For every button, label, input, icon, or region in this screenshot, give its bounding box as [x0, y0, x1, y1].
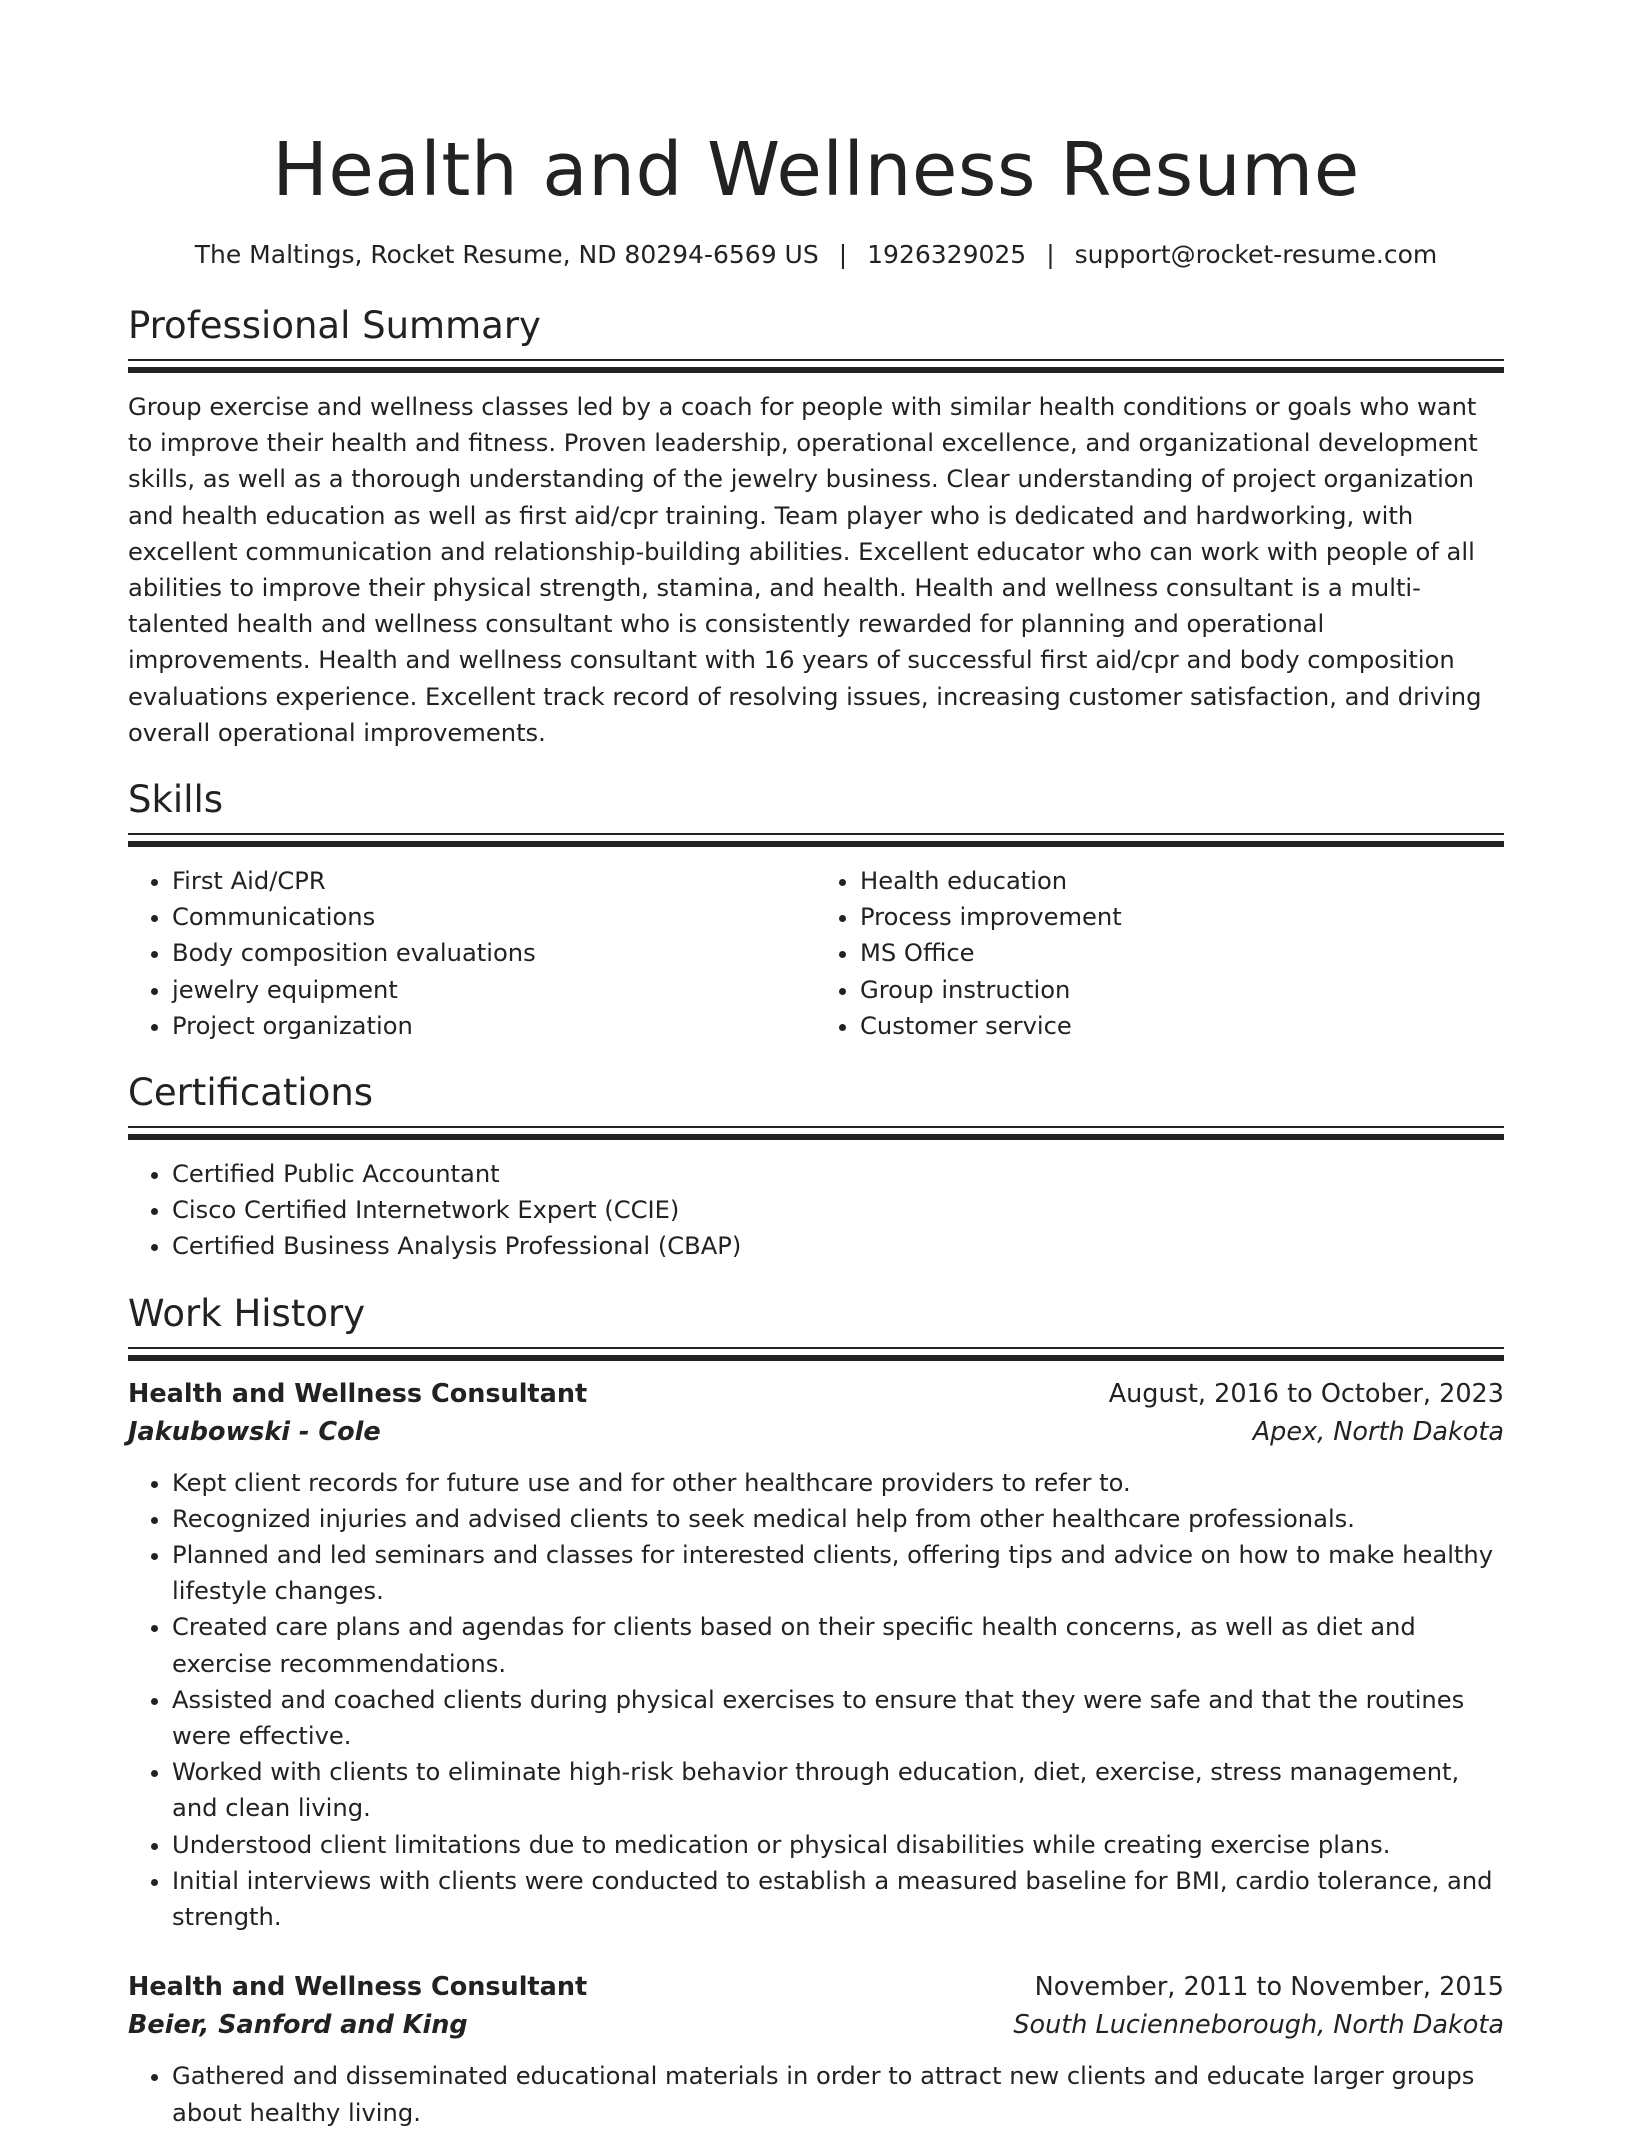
certifications-heading: Certifications [128, 1071, 374, 1115]
duty-item: • Initial interviews with clients were conducted to establish a measured baseline for BMI, cardio tolerance, and strength. [172, 1863, 1504, 1935]
skills-columns [128, 863, 1504, 1044]
resume-title: Health and Wellness Resume [272, 127, 1360, 213]
duty-item: • Recognized injuries and advised clients to seek medical help from other healthcare professionals. [172, 1501, 1504, 1537]
skill-item: • Group instruction [860, 972, 1504, 1008]
duty-item: • Planned and led seminars and classes for interested clients, offering tips and advice on how to make healthy lifestyle changes. [172, 1537, 1504, 1609]
skill-item: • jewelry equipment [172, 972, 816, 1008]
job-dates: November, 2011 to November, 2015 [1034, 1972, 1504, 2003]
job-dates: August, 2016 to October, 2023 [1108, 1378, 1504, 1409]
section-divider [128, 833, 1504, 847]
contact-separator: | [838, 240, 848, 269]
skill-item: • Communications [172, 899, 816, 935]
certifications-section [128, 1070, 1504, 1265]
section-divider [128, 1126, 1504, 1140]
address-text: The Maltings, Rocket Resume, ND 80294-6569 US [194, 240, 819, 269]
skill-item: • Body composition evaluations [172, 935, 816, 971]
certification-item: • Certified Public Accountant [172, 1156, 1504, 1192]
certifications-list [128, 1156, 1504, 1265]
job-location: South Lucienneborough, North Dakota [1013, 2010, 1504, 2041]
job-header-row [128, 1968, 1504, 2006]
email-link[interactable]: support@rocket-resume.com [1074, 240, 1438, 269]
work-history-section [128, 1291, 1504, 2131]
contact-line [128, 238, 1504, 272]
job-company: Jakubowski - Cole [128, 1416, 381, 1447]
resume-page [128, 0, 1504, 2131]
duty-item: • Gathered and disseminated educational materials in order to attract new clients and educate larger groups about healthy living. [172, 2058, 1504, 2130]
job-duties-list [128, 2058, 1504, 2130]
job-title: Health and Wellness Consultant [128, 1972, 588, 2003]
job-header-row [128, 1375, 1504, 1413]
phone-text: 1926329025 [867, 240, 1027, 269]
skill-item: • Process improvement [860, 899, 1504, 935]
section-divider [128, 1347, 1504, 1361]
duty-item: • Kept client records for future use and for other healthcare providers to refer to. [172, 1465, 1504, 1501]
job-entry [128, 1375, 1504, 1936]
work-history-heading: Work History [128, 1291, 366, 1335]
summary-heading: Professional Summary [128, 304, 541, 347]
skill-item: • Health education [860, 863, 1504, 899]
skill-item: • Project organization [172, 1008, 816, 1044]
skills-list-right [816, 863, 1504, 1044]
duty-item: • Understood client limitations due to medication or physical disabilities while creating exercise plans. [172, 1827, 1504, 1863]
job-title: Health and Wellness Consultant [128, 1378, 588, 1409]
certification-item: • Cisco Certified Internetwork Expert (CCIE) [172, 1192, 1504, 1228]
duty-item: • Created care plans and agendas for clients based on their specific health concerns, as well as diet and exercise recommendations. [172, 1609, 1504, 1681]
job-duties-list [128, 1465, 1504, 1936]
job-entry [128, 1968, 1504, 2130]
contact-separator: | [1046, 240, 1055, 269]
summary-text: Group exercise and wellness classes led by a coach for people with similar health conditions or goals who want to improve their health and fitness. Proven leadership, operational excellence, and organizational development skills, as well as a thorough understanding of the jewelry business. Clear understanding of project organization and health education as well as first aid/cpr training. Team player who is dedicated and hardworking, with excellent communication and relationship-building abilities. Excellent educator who can work with people of all abilities to improve their physical strength, stamina, and health. Health and wellness consultant is a multi-talented health and wellness consultant who is consistently rewarded for planning and operational improvements. Health and wellness consultant with 16 years of successful first aid/cpr and body composition evaluations experience. Excellent track record of resolving issues, increasing customer satisfaction, and driving overall operational improvements. [128, 393, 1482, 747]
duty-item: • Assisted and coached clients during physical exercises to ensure that they were safe and that the routines were effective. [172, 1682, 1504, 1754]
job-company: Beier, Sanford and King [128, 2010, 468, 2041]
job-location: Apex, North Dakota [1252, 1416, 1504, 1447]
skill-item: • First Aid/CPR [172, 863, 816, 899]
duty-item: • Worked with clients to eliminate high-risk behavior through education, diet, exercise, stress management, and clean living. [172, 1754, 1504, 1826]
skill-item: • MS Office [860, 935, 1504, 971]
skills-heading: Skills [128, 778, 224, 822]
certification-item: • Certified Business Analysis Professional (CBAP) [172, 1228, 1504, 1264]
skill-item: • Customer service [860, 1008, 1504, 1044]
skills-section [128, 777, 1504, 1044]
skills-list-left [128, 863, 816, 1044]
job-subheader-row [128, 1413, 1504, 1451]
section-divider [128, 359, 1504, 373]
summary-section [128, 303, 1504, 751]
job-subheader-row [128, 2006, 1504, 2044]
